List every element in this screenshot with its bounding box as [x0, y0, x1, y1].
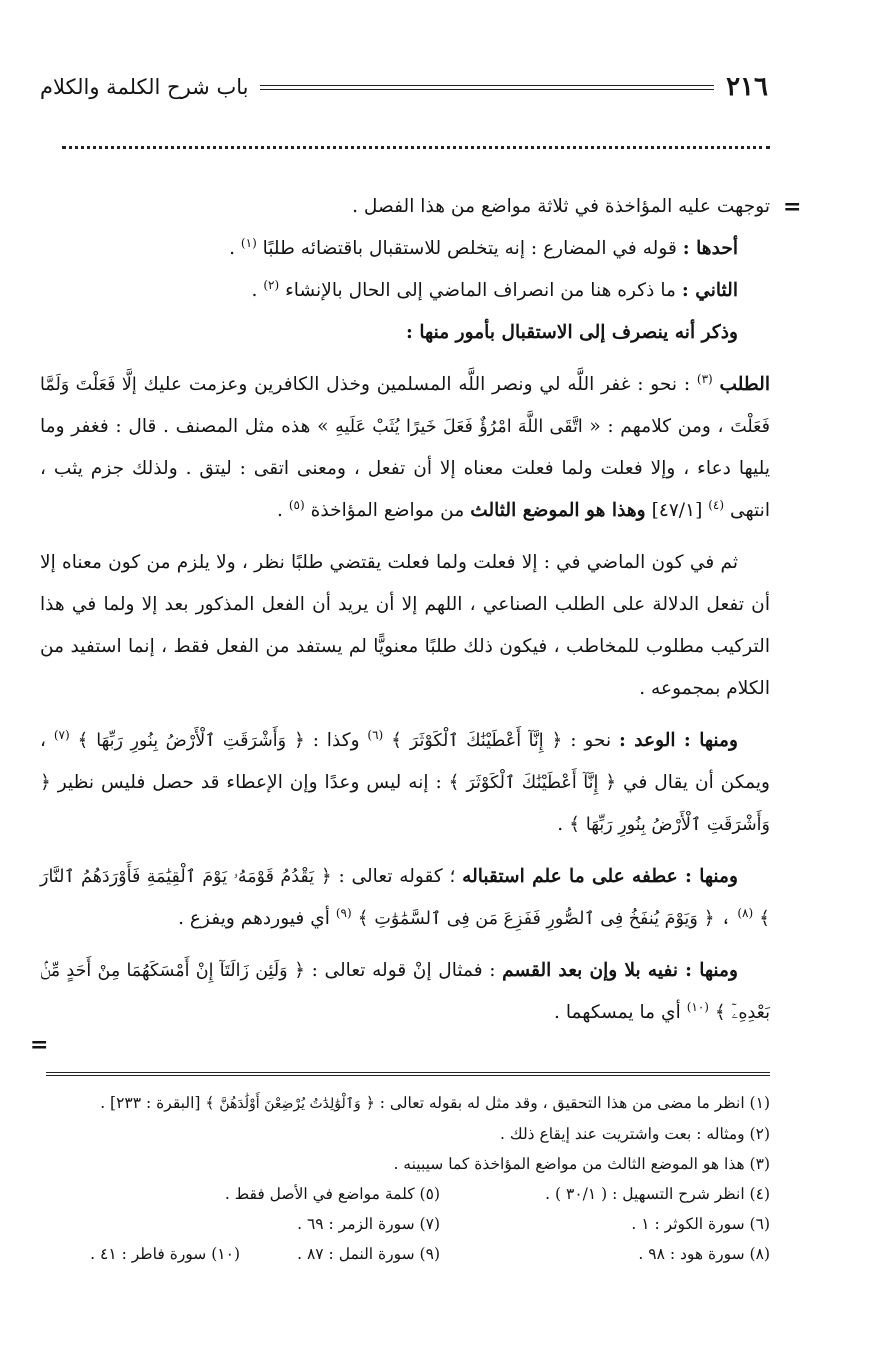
footnote-ref-5[interactable]: (٥): [288, 497, 305, 512]
paragraph-intro: [40, 186, 770, 228]
request-heading: الطلب: [719, 374, 770, 395]
future-intro-text: وذكر أنه ينصرف إلى الاستقبال بأمور منها :: [406, 322, 738, 343]
footnote-row-4-5: [46, 1179, 770, 1209]
conjunction-text-4: ﴾: [351, 908, 375, 929]
paragraph-future-intro: [40, 312, 770, 354]
negation-text-2: ﴾: [708, 1002, 732, 1023]
paragraph-analysis: [40, 542, 770, 710]
paragraph-first: [40, 228, 770, 270]
paragraph-negation: [40, 950, 770, 1034]
request-example-2: اتَّقَى اللَّهَ امْرُؤٌ فَعَلَ خَيرًا يُثَبْ عَلَيهِ: [335, 417, 583, 437]
footnote-ref-6[interactable]: (٦): [367, 727, 384, 742]
conjunction-heading: ومنها : عطفه على ما علم استقباله: [462, 866, 738, 887]
footnote-ref-8[interactable]: (٨): [737, 905, 754, 920]
footnote-row-6-7: [46, 1209, 770, 1239]
verse-kawthar-1: إِنَّآ أَعْطَيْنَٰكَ ٱلْكَوْثَرَ: [409, 731, 544, 751]
request-text-3: » هذه مثل المصنف . قال : فغفر وما يليها دعاء ، وإلا فعلت ولما فعلت معناه إلا أن تفعل ، ومعنى اتقى : ليتق . ولذلك جزم يثب ، انتهى: [40, 416, 770, 521]
verse-zumar-1: وَأَشْرَقَتِ ٱلْأَرْضُ بِنُورِ رَبِّهَا: [96, 731, 287, 751]
running-header: [40, 62, 768, 112]
conjunction-text-3: ، ﴿: [697, 908, 738, 929]
footnote-ref-9[interactable]: (٩): [335, 905, 352, 920]
footnote-1-text: (١) انظر ما مضى من هذا التحقيق ، وقد مثل له بقوله تعالى : ﴿: [360, 1094, 770, 1112]
dotted-separator: [62, 146, 770, 149]
promise-heading: ومنها : الوعد :: [618, 730, 738, 751]
footnote-ref-2[interactable]: (٢): [263, 277, 280, 292]
third-place-bold: وهذا هو الموضع الثالث: [470, 500, 646, 521]
footnote-ref-7[interactable]: (٧): [53, 727, 70, 742]
promise-end: ﴾ .: [557, 814, 586, 835]
first-text: قوله في المضارع : إنه يتخلص للاستقبال باقتضائه طلبًا: [256, 238, 683, 259]
negation-end: أي ما يمسكهما .: [554, 1002, 687, 1023]
conjunction-text-1: ؛ كقوله تعالى : ﴿: [314, 866, 463, 887]
footnote-1-end: ﴾ [البقرة : ٢٣٣] .: [100, 1094, 220, 1112]
conjunction-text-2: ﴾: [753, 908, 770, 929]
footnote-2: (٢) ومثاله : بعت واشتريت عند إيقاع ذلك .: [500, 1125, 770, 1143]
footnote-ref-3[interactable]: (٣): [696, 371, 713, 386]
paragraph-request: [40, 364, 770, 532]
footnote-ref-1[interactable]: (١): [240, 235, 257, 250]
verse-fatir: وَلَئِن زَالَتَآ إِنْ أَمْسَكَهُمَا مِنْ أَحَدٍ مِّنۢ بَعْدِهِۦٓ: [40, 961, 770, 1023]
footnote-10: (١٠) سورة فاطر : ٤١ .: [90, 1245, 240, 1263]
footnotes: [46, 1088, 770, 1269]
footnote-8: (٨) سورة هود : ٩٨ .: [638, 1245, 770, 1263]
verse-kawthar-2: إِنَّآ أَعْطَيْنَٰكَ ٱلْكَوْثَرَ: [466, 773, 599, 793]
second-heading: الثاني :: [681, 280, 738, 301]
footnote-9: (٩) سورة النمل : ٨٧ .: [297, 1245, 440, 1263]
promise-text-1: نحو : ﴿: [543, 730, 619, 751]
footnote-7: (٧) سورة الزمر : ٦٩ .: [297, 1215, 440, 1233]
promise-text-5: ، ويمكن أن يقال في ﴿: [40, 730, 770, 793]
first-heading: أحدها :: [682, 238, 738, 259]
second-text: ما ذكره هنا من انصراف الماضي إلى الحال بالإنشاء: [279, 280, 682, 301]
footnote-ref-4[interactable]: (٤): [708, 497, 725, 512]
footnote-ref-10[interactable]: (١٠): [686, 999, 709, 1014]
paragraph-conjunction: [40, 856, 770, 940]
paragraph-second: [40, 270, 770, 312]
request-end: .: [277, 500, 289, 521]
intro-text: توجهت عليه المؤاخذة في ثلاثة مواضع من هذا الفصل .: [352, 196, 770, 217]
verse-naml: وَيَوْمَ يُنفَخُ فِى ٱلصُّورِ فَفَزِعَ مَن فِى ٱلسَّمَٰوَٰتِ: [374, 909, 698, 929]
promise-text-3: وكذا : ﴿: [286, 730, 368, 751]
promise-text-4: ﴾: [69, 730, 97, 751]
paragraph-promise: [40, 720, 770, 846]
negation-text-1: : فمثال إنْ قوله تعالى : ﴿: [287, 960, 503, 981]
footnote-3: (٣) هذا هو الموضع الثالث من مواضع المؤاخذة كما سيبينه .: [393, 1155, 770, 1173]
negation-heading: ومنها : نفيه بلا وإن بعد القسم: [502, 960, 738, 981]
footnote-1-verse: وَٱلْوَٰلِدَٰتُ يُرْضِعْنَ أَوْلَٰدَهُنَّ: [219, 1096, 361, 1112]
header-double-rule: [260, 85, 714, 90]
page-number: ٢١٦: [726, 72, 768, 102]
first-end: .: [229, 238, 241, 259]
continuation-mark-bottom: =: [30, 1032, 49, 1058]
request-text-5: من مواضع المؤاخذة: [304, 500, 471, 521]
second-end: .: [251, 280, 264, 301]
footnote-row-8-10: [46, 1239, 770, 1269]
footnote-5: (٥) كلمة مواضع في الأصل فقط .: [224, 1185, 440, 1203]
footnote-6: (٦) سورة الكوثر : ١ .: [631, 1215, 770, 1233]
analysis-text: ثم في كون الماضي في : إلا فعلت ولما فعلت يقتضي طلبًا نظر ، ولا يلزم من كون معناه إلا أن تفعل الدلالة على الطلب الصناعي ، اللهم إلا أن يريد أن الفعل المذكور بعد إلا ولما في هذا التركيب مطلوب للمخاطب ، فيكون ذلك طلبًا معنويًّا لم يستفد من الفعل فقط ، إنما استفيد من الكلام بمجموعه .: [40, 552, 770, 699]
continuation-mark-top: =: [783, 194, 802, 220]
request-text-1: : نحو : غفر اللَّه لي ونصر اللَّه المسلمين وخذل الكافرين وعزمت عليك: [136, 374, 697, 395]
footnote-1: [46, 1088, 770, 1119]
request-text-2: ، ومن كلامهم : «: [582, 416, 731, 437]
promise-text-2: ﴾: [383, 730, 410, 751]
request-example-1: إلَّا فَعَلْتَ وَلَمَّا فَعَلْتَ: [40, 375, 770, 437]
request-text-4: [٤٧/١]: [645, 500, 709, 521]
main-text: [40, 186, 770, 1034]
chapter-title: باب شرح الكلمة والكلام: [40, 75, 249, 99]
footnote-separator: [46, 1072, 770, 1076]
conjunction-end: أي فيوردهم ويفزع .: [178, 908, 336, 929]
verse-hud: يَقْدُمُ قَوْمَهُۥ يَوْمَ ٱلْقِيَٰمَةِ فَأَوْرَدَهُمُ ٱلنَّارَ: [40, 867, 315, 887]
promise-text-6: ﴾ : إنه ليس وعدًا وإن الإعطاء قد حصل فليس نظير ﴿: [40, 772, 467, 793]
footnote-4: (٤) انظر شرح التسهيل : ( ٣٠/١ ) .: [545, 1185, 770, 1203]
verse-zumar-2: وَأَشْرَقَتِ ٱلْأَرْضُ بِنُورِ رَبِّهَا: [585, 815, 770, 835]
